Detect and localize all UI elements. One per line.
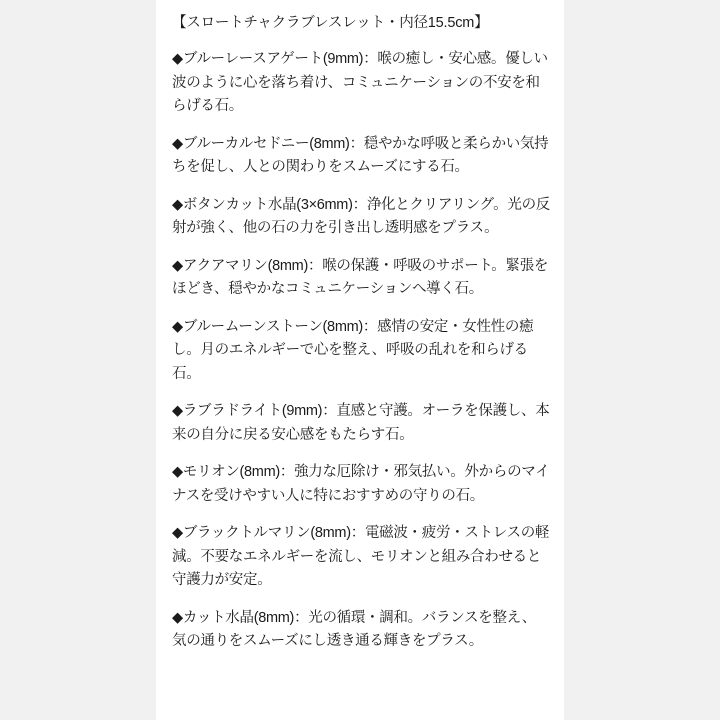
stone-entry-blue-moonstone: ◆ブルームーンストーン(8mm)：感情の安定・女性性の癒し。月のエネルギーで心を整え、呼吸の乱れを和らげる石。	[172, 318, 534, 382]
stone-entry-blue-chalcedony: ◆ブルーカルセドニー(8mm)：穏やかな呼吸と柔らかい気持ちを促し、人との関わりをスムーズにする石。	[172, 135, 549, 176]
document-sheet	[156, 0, 564, 720]
stone-entry-button-cut-quartz: ◆ボタンカット水晶(3×6mm)：浄化とクリアリング。光の反射が強く、他の石の力を引き出し透明感をプラス。	[172, 196, 550, 237]
stone-entry-blue-lace-agate: ◆ブルーレースアゲート(9mm)：喉の癒し・安心感。優しい波のように心を落ち着け、コミュニケーションの不安を和らげる石。	[172, 51, 548, 115]
stone-entry-morion: ◆モリオン(8mm)：強力な厄除け・邪気払い。外からのマイナスを受けやすい人に特におすすめの守りの石。	[172, 464, 550, 504]
stone-entry-black-tourmaline: ◆ブラックトルマリン(8mm)：電磁波・疲労・ストレスの軽減。不要なエネルギーを流し、モリオンと組み合わせると守護力が安定。	[172, 525, 550, 589]
stone-entry-labradorite: ◆ラブラドライト(9mm)：直感と守護。オーラを保護し、本来の自分に戻る安心感をもたらす石。	[172, 403, 550, 443]
stone-entry-cut-quartz: ◆カット水晶(8mm)：光の循環・調和。バランスを整え、気の通りをスムーズにし透き通る輝きをプラス。	[172, 609, 536, 650]
document-title: 【スロートチャクラブレスレット・内径15.5cm】	[172, 15, 489, 31]
document-body	[156, 0, 564, 654]
stone-entry-aquamarine: ◆アクアマリン(8mm)：喉の保護・呼吸のサポート。緊張をほどき、穏やかなコミュニケーションへ導く石。	[172, 257, 549, 298]
